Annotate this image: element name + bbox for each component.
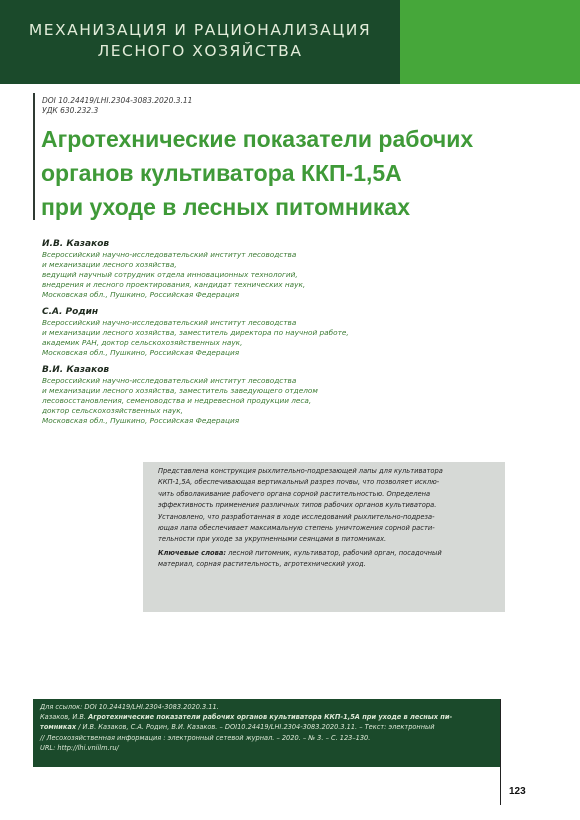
article-title-line-2: органов культиватора ККП-1,5А (41, 160, 402, 186)
journal-title-line-1: МЕХАНИЗАЦИЯ И РАЦИОНАЛИЗАЦИЯ (28, 21, 372, 39)
article-title (41, 122, 541, 224)
udk-text: УДК 630.232.3 (42, 106, 99, 115)
keywords-line-2: материал, сорная растительность, агротехнический уход. (158, 560, 366, 569)
author-name: В.И. Казаков (42, 365, 110, 375)
abstract-line: ющая лапа обеспечивает максимальную степень уничтожения сорной расти- (158, 524, 435, 533)
citation-line-3 (40, 722, 496, 732)
citation-title: Агротехнические показатели рабочих органов культиватора ККП-1,5А при уходе в лесных пи- (88, 713, 453, 722)
journal-title-line-2: ЛЕСНОГО ХОЗЯЙСТВА (97, 42, 303, 60)
abstract-line: Представлена конструкция рыхлительно-подрезающей лапы для культиватора (158, 467, 443, 475)
citation-url[interactable]: URL: http://lhi.vniilm.ru/ (40, 743, 119, 752)
author-affiliation-line: доктор сельскохозяйственных наук, (42, 406, 184, 415)
header-accent-block (400, 0, 580, 84)
article-meta (42, 96, 192, 116)
keywords-label: Ключевые слова: (158, 548, 227, 557)
article-title-line-1: Агротехнические показатели рабочих (41, 126, 474, 152)
abstract-text (158, 466, 498, 571)
page-number: 123 (509, 786, 526, 797)
abstract-line: Установлено, что разработанная в ходе исследований рыхлительно-подреза- (158, 512, 435, 521)
author-name: С.А. Родин (42, 307, 99, 317)
author-affiliation-line: Всероссийский научно-исследовательский институт лесоводства (42, 376, 297, 385)
author-affiliation-line: Московская обл., Пушкино, Российская Федерация (42, 416, 240, 425)
author-name: И.В. Казаков (42, 239, 110, 249)
author-affiliation-line: внедрения и лесного проектирования, кандидат технических наук, (42, 280, 306, 289)
author-affiliation-line: и механизации лесного хозяйства, заместитель директора по научной работе, (42, 328, 349, 337)
author-affiliation-line: Всероссийский научно-исследовательский институт лесоводства (42, 250, 297, 259)
citation-line-1: Для ссылок: DOI 10.24419/LHI.2304-3083.2020.3.11. (40, 703, 219, 711)
author-affiliation-line: и механизации лесного хозяйства, заместитель заведующего отделом (42, 386, 318, 395)
title-left-rule (33, 93, 35, 220)
abstract-line: чить обволакивание рабочего органа сорной растительностью. Определена (158, 489, 431, 498)
citation-title-end: томниках (40, 723, 77, 732)
authors-block (42, 238, 542, 426)
citation-rest: / И.В. Казаков, С.А. Родин, В.И. Казаков. – DOI10.24419/LHI.2304-3083.2020.3.11. – Текст: электронный (76, 723, 435, 732)
citation-line-4: // Лесохозяйственная информация : электронный сетевой журнал. – 2020. – № 3. – С. 123–130. (40, 733, 371, 742)
citation-author: Казаков, И.В. (40, 713, 89, 722)
citation-text (40, 702, 496, 753)
author-affiliation-line: Московская обл., Пушкино, Российская Федерация (42, 290, 240, 299)
author-affiliation-line: и механизации лесного хозяйства, (42, 260, 177, 269)
keywords-text: лесной питомник, культиватор, рабочий орган, посадочный (226, 548, 442, 557)
keywords-line (158, 548, 498, 559)
abstract-line: эффективность применения различных типов рабочих органов культиватора. (158, 501, 437, 510)
author-affiliation-line: академик РАН, доктор сельскохозяйственных наук, (42, 338, 243, 347)
author-affiliation-line: Всероссийский научно-исследовательский институт лесоводства (42, 318, 297, 327)
doi-text[interactable]: DOI 10.24419/LHI.2304-3083.2020.3.11 (42, 96, 193, 105)
author-affiliation-line: лесовосстановления, семеноводства и недревесной продукции леса, (42, 396, 312, 405)
abstract-line: тельности при уходе за укрупненными сеянцами в питомниках. (158, 535, 387, 544)
footer-vertical-rule (500, 699, 501, 805)
citation-line-2 (40, 712, 496, 722)
author-affiliation-line: ведущий научный сотрудник отдела инновационных технологий, (42, 270, 298, 279)
journal-section-title (0, 20, 400, 62)
author-affiliation-line: Московская обл., Пушкино, Российская Федерация (42, 348, 240, 357)
article-title-line-3: при уходе в лесных питомниках (41, 194, 410, 220)
abstract-line: ККП-1,5А, обеспечивающая вертикальный разрез почвы, что позволяет исклю- (158, 478, 440, 487)
